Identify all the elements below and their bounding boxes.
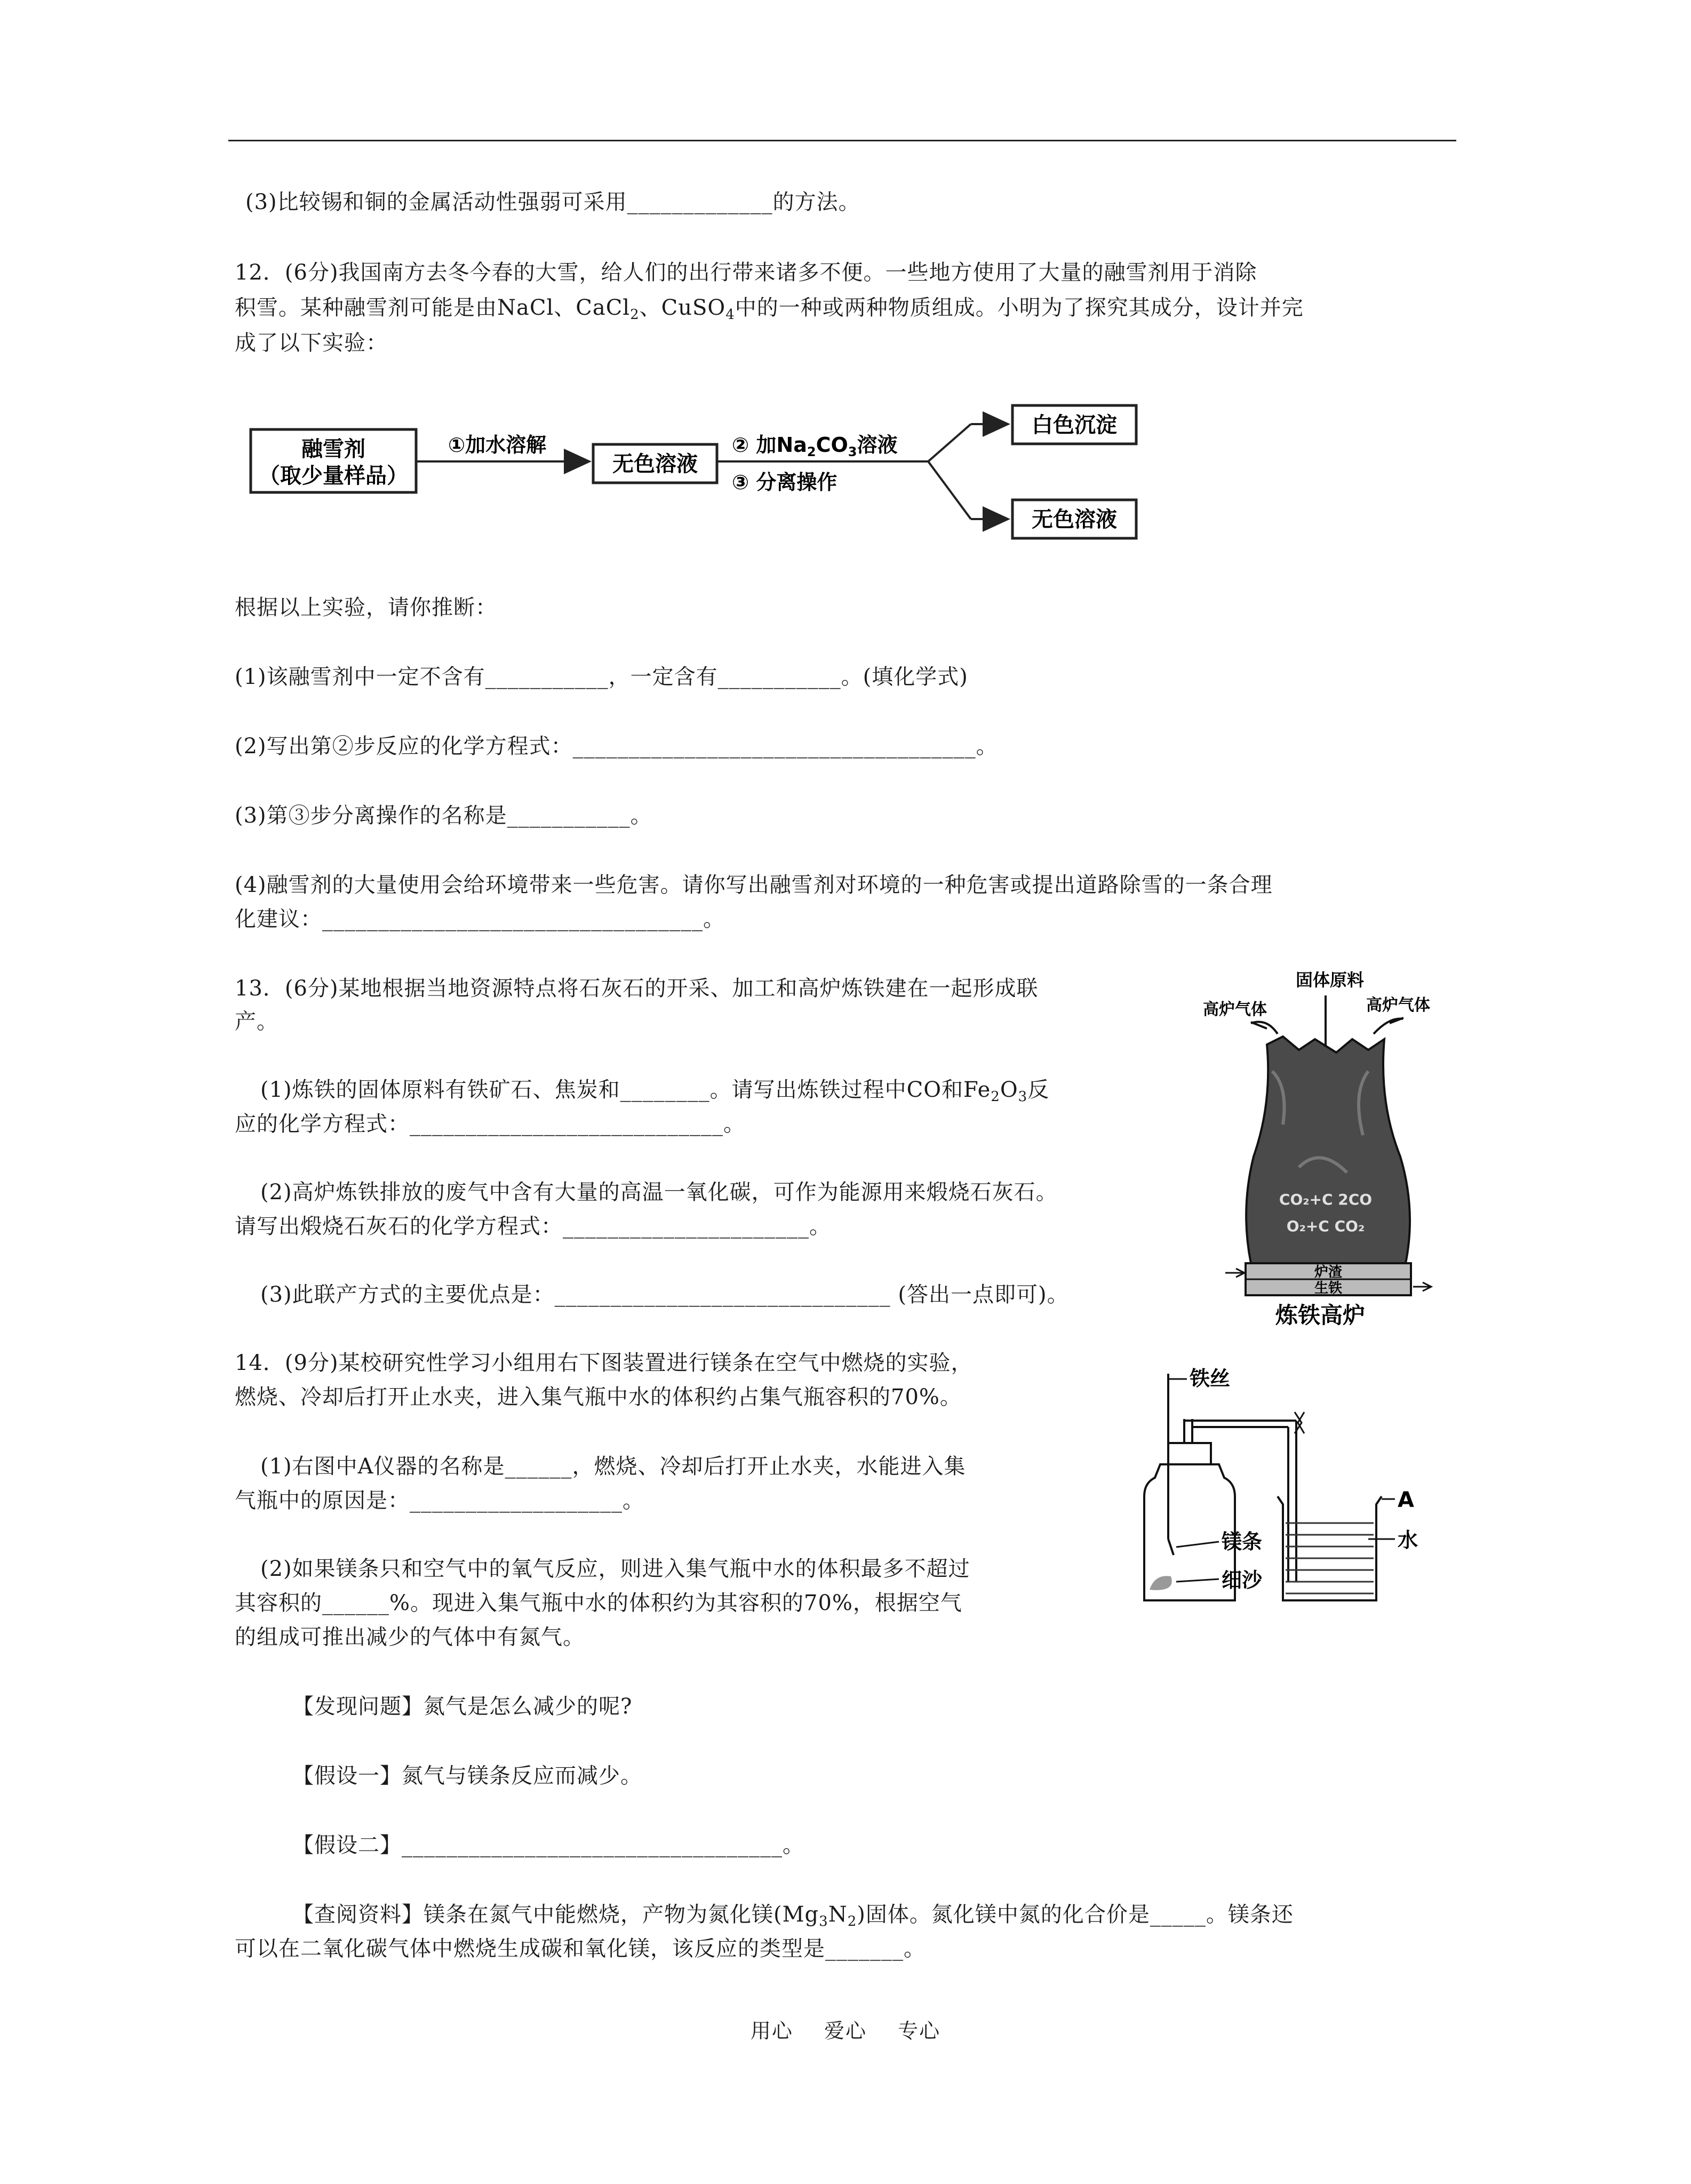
furnace-eq2: O₂+C CO₂: [1286, 1217, 1365, 1235]
q12-p2: (2)写出第②步反应的化学方程式：____________________________________。: [235, 734, 998, 759]
q13-p2a: (2)高炉炼铁排放的废气中含有大量的高温一氧化碳，可作为能源用来煅烧石灰石。: [260, 1180, 1058, 1205]
apparatus-sand-label: 细沙: [1222, 1568, 1263, 1592]
q13-intro-2: 产。: [235, 1009, 278, 1034]
q14-intro-1: 14．(9分)某校研究性学习小组用右下图装置进行镁条在空气中燃烧的实验，: [235, 1351, 973, 1375]
header-rule: [228, 140, 1456, 141]
flow-sample-line1: 融雪剂: [301, 437, 365, 461]
flow-sample-line2: （取少量样品）: [259, 464, 408, 488]
apparatus-water-label: 水: [1398, 1528, 1418, 1552]
apparatus-figure: [1118, 1363, 1448, 1614]
q11-line3: (3)比较锡和铜的金属活动性强弱可采用_____________的方法。: [245, 190, 860, 214]
q12-intro-3: 成了以下实验：: [235, 331, 388, 355]
flow-result-top: 白色沉淀: [1032, 413, 1117, 437]
beaker: [1278, 1496, 1382, 1600]
q14-p2a: (2)如果镁条只和空气中的氧气反应，则进入集气瓶中水的体积最多不超过: [260, 1557, 970, 1581]
q13-p2b: 请写出煅烧石灰石的化学方程式：______________________。: [235, 1214, 831, 1239]
q13-intro-1: 13．(6分)某地根据当地资源特点将石灰石的开采、加工和高炉炼铁建在一起形成联: [235, 976, 1039, 1001]
q14-ref2: 可以在二氧化碳气体中燃烧生成碳和氧化镁，该反应的类型是_______。: [235, 1936, 926, 1961]
q14-hyp2: 【假设二】__________________________________。: [292, 1833, 804, 1858]
q12-p4b: 化建议：__________________________________。: [235, 907, 725, 931]
footer-word-2: 爱心: [824, 2019, 867, 2043]
apparatus-mg-label: 镁条: [1222, 1530, 1263, 1553]
blast-furnace-figure: [1192, 965, 1448, 1333]
q12-intro-1: 12．(6分)我国南方去冬今春的大雪，给人们的出行带来诸多不便。一些地方使用了大量的融雪剂用于消除: [235, 260, 1257, 285]
furnace-eq1: CO₂+C 2CO: [1279, 1191, 1373, 1208]
fine-sand: [1150, 1576, 1172, 1590]
q14-found: 【发现问题】氮气是怎么减少的呢?: [292, 1694, 633, 1719]
bottle-stopper: [1168, 1443, 1211, 1464]
furnace-top-label: 固体原料: [1295, 970, 1365, 990]
q14-intro-2: 燃烧、冷却后打开止水夹，进入集气瓶中水的体积约占集气瓶容积的70%。: [235, 1385, 962, 1409]
footer-word-1: 用心: [750, 2019, 793, 2043]
q12-flow-diagram: [235, 392, 1142, 552]
furnace-slag: 炉渣: [1314, 1264, 1343, 1280]
q13-p1b: 应的化学方程式：____________________________。: [235, 1112, 745, 1136]
furnace-right-label: 高炉气体: [1366, 996, 1430, 1015]
q12-p3: (3)第③步分离操作的名称是___________。: [235, 803, 652, 828]
flow-result-bottom: 无色溶液: [1032, 507, 1117, 532]
q13-p3: (3)此联产方式的主要优点是：______________________________ (答出一点即可)。: [260, 1282, 1069, 1307]
q13-p1a: (1)炼铁的固体原料有铁矿石、焦炭和________。请写出炼铁过程中CO和$Fe_2O_3$反: [260, 1078, 1050, 1105]
flow-solution1: 无色溶液: [612, 452, 698, 476]
footer-word-3: 专心: [898, 2019, 941, 2043]
q14-p1b: 气瓶中的原因是：___________________。: [235, 1488, 644, 1513]
mg-strip: [1168, 1539, 1174, 1555]
apparatus-a-label: A: [1398, 1488, 1414, 1512]
q14-ref: 【查阅资料】镁条在氮气中能燃烧，产物为氮化镁$(Mg_3N_2)$固体。氮化镁中氮的化合价是_____。镁条还: [292, 1902, 1294, 1930]
flow-step2: ② 加$Na_2CO_3$溶液: [732, 433, 898, 459]
page-footer: [0, 2014, 1691, 2044]
furnace-iron: 生铁: [1314, 1280, 1343, 1296]
q12-infer: 根据以上实验，请你推断：: [235, 595, 497, 620]
flow-step3: ③ 分离操作: [732, 471, 837, 494]
q12-p1: (1)该融雪剂中一定不含有___________，一定含有___________。(填化学式): [235, 665, 968, 689]
q14-hyp1: 【假设一】氮气与镁条反应而减少。: [292, 1764, 642, 1788]
flow-step1: ①加水溶解: [448, 433, 547, 457]
flow-branch-up: [928, 424, 971, 461]
apparatus-wire-label: 铁丝: [1190, 1367, 1231, 1390]
q12-p4a: (4)融雪剂的大量使用会给环境带来一些危害。请你写出融雪剂对环境的一种危害或提出道路除雪的一条合理: [235, 873, 1273, 897]
q12-intro-2: 积雪。某种融雪剂可能是由NaCl、CaCl$_2$、CuSO$_4$中的一种或两种物质组成。小明为了探究其成分，设计并完: [235, 296, 1304, 323]
q14-p2b: 其容积的______%。现进入集气瓶中水的体积约为其容积的70%，根据空气: [235, 1591, 962, 1615]
q14-p1a: (1)右图中A仪器的名称是______，燃烧、冷却后打开止水夹，水能进入集: [260, 1454, 966, 1479]
flow-branch-down: [928, 461, 971, 519]
furnace-caption: 炼铁高炉: [1275, 1302, 1366, 1328]
q14-p2c: 的组成可推出减少的气体中有氮气。: [235, 1625, 585, 1649]
furnace-left-label: 高炉气体: [1203, 1000, 1267, 1019]
